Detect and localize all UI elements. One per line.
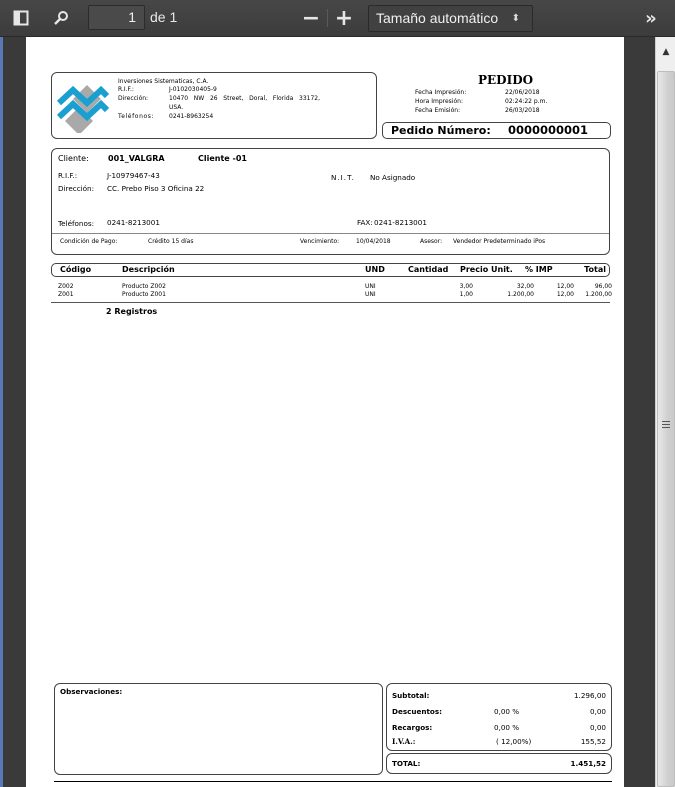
row-tax: 12,00 <box>556 291 574 298</box>
iva-label: I.V.A.: <box>392 737 416 746</box>
client-phones: 0241-8213001 <box>107 218 160 227</box>
zoom-select-value: Tamaño automático <box>376 10 499 26</box>
more-tools-button[interactable] <box>641 7 661 29</box>
client-fax: 0241-8213001 <box>374 218 427 227</box>
client-rif: J-10979467-43 <box>107 171 160 180</box>
row-quantity: 1,00 <box>459 291 473 298</box>
scrollbar-thumb[interactable] <box>657 71 675 787</box>
print-time-label: Hora Impresión: <box>415 98 463 105</box>
issue-date: 26/03/2018 <box>505 107 540 114</box>
row-price: 32,00 <box>516 283 534 290</box>
row-description: Producto Z002 <box>122 283 166 290</box>
row-quantity: 3,00 <box>459 283 473 290</box>
client-nit: No Asignado <box>370 173 416 182</box>
row-total: 1.200,00 <box>585 291 612 298</box>
row-total: 96,00 <box>594 283 612 290</box>
zoom-select[interactable] <box>368 5 533 32</box>
client-phones-label: Teléfonos: <box>58 219 95 228</box>
client-address-label: Dirección: <box>58 184 95 193</box>
due-date: 10/04/2018 <box>356 238 391 245</box>
observations-label: Observaciones: <box>60 687 123 696</box>
order-number-label: Pedido Número: <box>391 124 491 137</box>
payment-condition: Crédito 15 días <box>148 238 194 245</box>
client-nit-label: N.I.T. <box>331 173 355 182</box>
print-time: 02:24:22 p.m. <box>505 98 548 105</box>
print-date: 22/06/2018 <box>505 89 540 96</box>
surcharges-percent: 0,00 % <box>494 723 520 732</box>
col-unit: UND <box>365 265 385 274</box>
surcharges-label: Recargos: <box>392 723 433 732</box>
row-code: Z001 <box>58 291 74 298</box>
page-bottom-rule <box>54 781 612 782</box>
client-code: 001_VALGRA <box>108 154 165 163</box>
totals-box <box>386 683 612 751</box>
due-label: Vencimiento: <box>300 238 340 245</box>
client-rif-label: R.I.F.: <box>58 171 78 180</box>
issue-date-label: Fecha Emisión: <box>415 107 461 114</box>
row-unit: UNI <box>365 283 376 290</box>
double-chevron-right-icon: » <box>645 7 657 29</box>
company-info-box <box>51 72 377 139</box>
items-table-header <box>51 263 610 277</box>
col-unit-price: Precio Unit. <box>460 265 513 274</box>
company-name: Inversiones Sistematicas, C.A. <box>118 78 209 85</box>
scroll-up-button[interactable] <box>656 37 675 67</box>
sidebar-toggle-icon <box>13 10 29 26</box>
company-address-line1: 10470 NW 26 Street, Doral, Florida 33172, <box>169 95 321 102</box>
advisor: Vendedor Predeterminado iPos <box>453 238 546 245</box>
client-fax-label: FAX: <box>357 218 373 227</box>
client-address: CC. Prebo Piso 3 Oficina 22 <box>107 184 205 193</box>
company-phones-label: Teléfonos: <box>118 113 155 120</box>
vertical-scrollbar[interactable] <box>655 37 675 787</box>
col-code: Código <box>60 265 92 274</box>
row-price: 1.200,00 <box>507 291 534 298</box>
discounts-value: 0,00 <box>589 707 606 716</box>
col-quantity: Cantidad <box>408 265 449 274</box>
subtotal-label: Subtotal: <box>392 691 430 700</box>
order-number: 0000000001 <box>508 123 589 137</box>
arrow-up-icon: ▲ <box>662 47 670 57</box>
client-info-box <box>51 148 610 255</box>
document-viewer[interactable] <box>3 37 653 787</box>
client-label: Cliente: <box>58 154 89 163</box>
col-description: Descripción <box>122 265 175 274</box>
toolbar <box>0 0 675 37</box>
total-value: 1.451,52 <box>570 759 606 768</box>
company-address-line2: USA. <box>169 104 184 111</box>
row-description: Producto Z001 <box>122 291 166 298</box>
document-title: PEDIDO <box>478 73 534 87</box>
order-number-box <box>382 122 611 139</box>
records-count: 2 Registros <box>106 307 158 316</box>
col-total: Total <box>584 265 606 274</box>
advisor-label: Asesor: <box>420 238 443 245</box>
payment-label: Condición de Pago: <box>60 238 118 245</box>
row-tax: 12,00 <box>556 283 574 290</box>
row-unit: UNI <box>365 291 376 298</box>
row-code: Z002 <box>58 283 74 290</box>
zoom-in-button[interactable]: + <box>334 5 354 31</box>
grip-icon <box>662 421 670 430</box>
company-phones: 0241-8963254 <box>169 113 214 120</box>
search-icon <box>53 10 69 26</box>
subtotal-value: 1.296,00 <box>573 691 606 700</box>
company-address-label: Dirección: <box>118 95 149 102</box>
discounts-percent: 0,00 % <box>494 707 520 716</box>
zoom-out-button[interactable]: − <box>301 5 321 31</box>
company-logo <box>57 81 109 133</box>
print-date-label: Fecha Impresión: <box>415 89 467 96</box>
page-number-input[interactable]: 1 <box>88 5 145 30</box>
grand-total-box <box>386 753 612 774</box>
company-rif: J-0102030405-9 <box>169 86 217 93</box>
search-button[interactable] <box>52 7 70 29</box>
col-tax: % IMP <box>525 265 553 274</box>
sidebar-toggle-button[interactable] <box>12 7 30 29</box>
pdf-page <box>26 37 624 787</box>
company-rif-label: R.I.F.: <box>118 86 134 93</box>
iva-percent: ( 12,00%) <box>496 737 532 746</box>
discounts-label: Descuentos: <box>392 707 443 716</box>
client-divider <box>52 233 609 234</box>
items-divider <box>51 302 610 303</box>
total-label: TOTAL: <box>392 759 421 768</box>
page-count-label: de 1 <box>150 9 178 25</box>
client-name: Cliente -01 <box>198 154 247 163</box>
iva-value: 155,52 <box>580 737 606 746</box>
surcharges-value: 0,00 <box>589 723 606 732</box>
observations-box <box>54 683 383 775</box>
select-arrows-icon: ⬍ <box>511 13 520 24</box>
toolbar-separator <box>327 9 328 27</box>
